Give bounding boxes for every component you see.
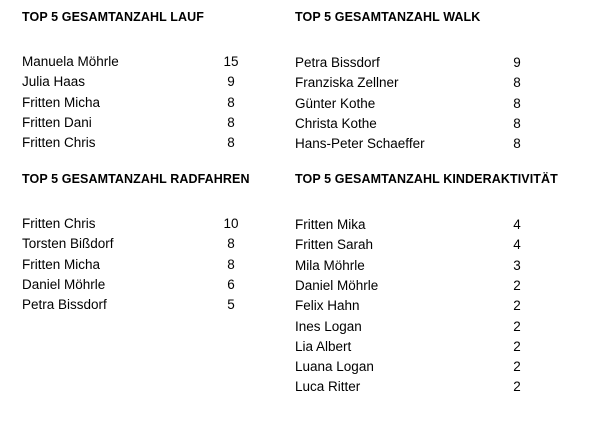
section-lauf	[22, 10, 282, 160]
participant-name: Fritten Sarah	[295, 237, 374, 253]
participant-name: Manuela Möhrle	[22, 54, 119, 69]
list-item	[295, 94, 537, 114]
participant-name: Fritten Mika	[295, 217, 366, 232]
list-item	[22, 72, 251, 92]
list-item	[295, 357, 537, 377]
participant-count: 8	[227, 94, 235, 110]
participant-name: Fritten Chris	[22, 135, 96, 151]
participant-count: 8	[513, 115, 521, 131]
participant-name: Felix Hahn	[295, 298, 360, 314]
section-kinderaktivitaet	[295, 172, 585, 402]
participant-count: 6	[227, 276, 235, 292]
participant-count: 8	[513, 75, 521, 91]
list-item	[295, 317, 537, 337]
participant-count: 5	[227, 297, 235, 313]
participant-name: Franziska Zellner	[295, 75, 399, 91]
participant-name: Hans-Peter Schaeffer	[295, 136, 425, 152]
participant-name: Günter Kothe	[295, 95, 376, 111]
list-item	[295, 53, 537, 73]
participant-name: Petra Bissdorf	[295, 55, 380, 70]
participant-name: Daniel Möhrle	[295, 277, 379, 293]
participant-count: 4	[513, 217, 521, 232]
participant-name: Fritten Micha	[22, 256, 101, 272]
participant-count: 9	[513, 55, 521, 70]
participant-count: 2	[513, 277, 521, 293]
participant-count: 4	[513, 237, 521, 253]
section-title: TOP 5 GESAMTANZAHL RADFAHREN	[22, 172, 250, 186]
participant-count: 9	[227, 74, 235, 90]
section-title: TOP 5 GESAMTANZAHL LAUF	[22, 10, 204, 24]
participant-count: 8	[227, 236, 235, 252]
participant-count: 8	[227, 114, 235, 130]
list-item	[22, 113, 251, 133]
participant-name: Fritten Micha	[22, 94, 101, 110]
participant-name: Christa Kothe	[295, 115, 377, 131]
participant-count: 8	[513, 136, 521, 152]
list-item	[22, 275, 251, 295]
participant-name: Petra Bissdorf	[22, 297, 107, 313]
participant-count: 15	[223, 54, 239, 69]
participant-count: 8	[227, 135, 235, 151]
list-item	[295, 235, 537, 255]
participant-count: 2	[513, 298, 521, 314]
section-title: TOP 5 GESAMTANZAHL WALK	[295, 10, 481, 24]
participant-name: Fritten Dani	[22, 114, 92, 130]
list-item	[22, 133, 251, 153]
list-item	[22, 52, 251, 72]
list-item	[22, 255, 251, 275]
participant-count: 2	[513, 379, 521, 395]
list-item	[295, 215, 537, 235]
participant-name: Daniel Möhrle	[22, 276, 106, 292]
list-item	[295, 276, 537, 296]
list-item	[295, 73, 537, 93]
section-walk	[295, 10, 585, 160]
list-item	[295, 114, 537, 134]
list-item	[22, 214, 251, 234]
section-radfahren	[22, 172, 282, 322]
participant-name: Ines Logan	[295, 318, 362, 334]
participant-count: 10	[223, 216, 239, 231]
list-item	[22, 93, 251, 113]
participant-name: Luca Ritter	[295, 379, 361, 395]
list-item	[22, 234, 251, 254]
list-item	[22, 295, 251, 315]
list-item	[295, 337, 537, 357]
list-item	[295, 296, 537, 316]
list-item	[295, 256, 537, 276]
participant-name: Torsten Bißdorf	[22, 236, 114, 252]
section-title: TOP 5 GESAMTANZAHL KINDERAKTIVITÄT	[295, 172, 558, 186]
participant-count: 3	[513, 257, 521, 273]
participant-name: Fritten Chris	[22, 216, 96, 231]
participant-count: 2	[513, 318, 521, 334]
participant-count: 8	[227, 256, 235, 272]
participant-name: Luana Logan	[295, 359, 374, 375]
participant-count: 8	[513, 95, 521, 111]
participant-count: 2	[513, 359, 521, 375]
list-item	[295, 134, 537, 154]
list-item	[295, 377, 537, 397]
participant-name: Mila Möhrle	[295, 257, 365, 273]
participant-count: 2	[513, 338, 521, 354]
participant-name: Julia Haas	[22, 74, 86, 90]
participant-name: Lia Albert	[295, 338, 352, 354]
